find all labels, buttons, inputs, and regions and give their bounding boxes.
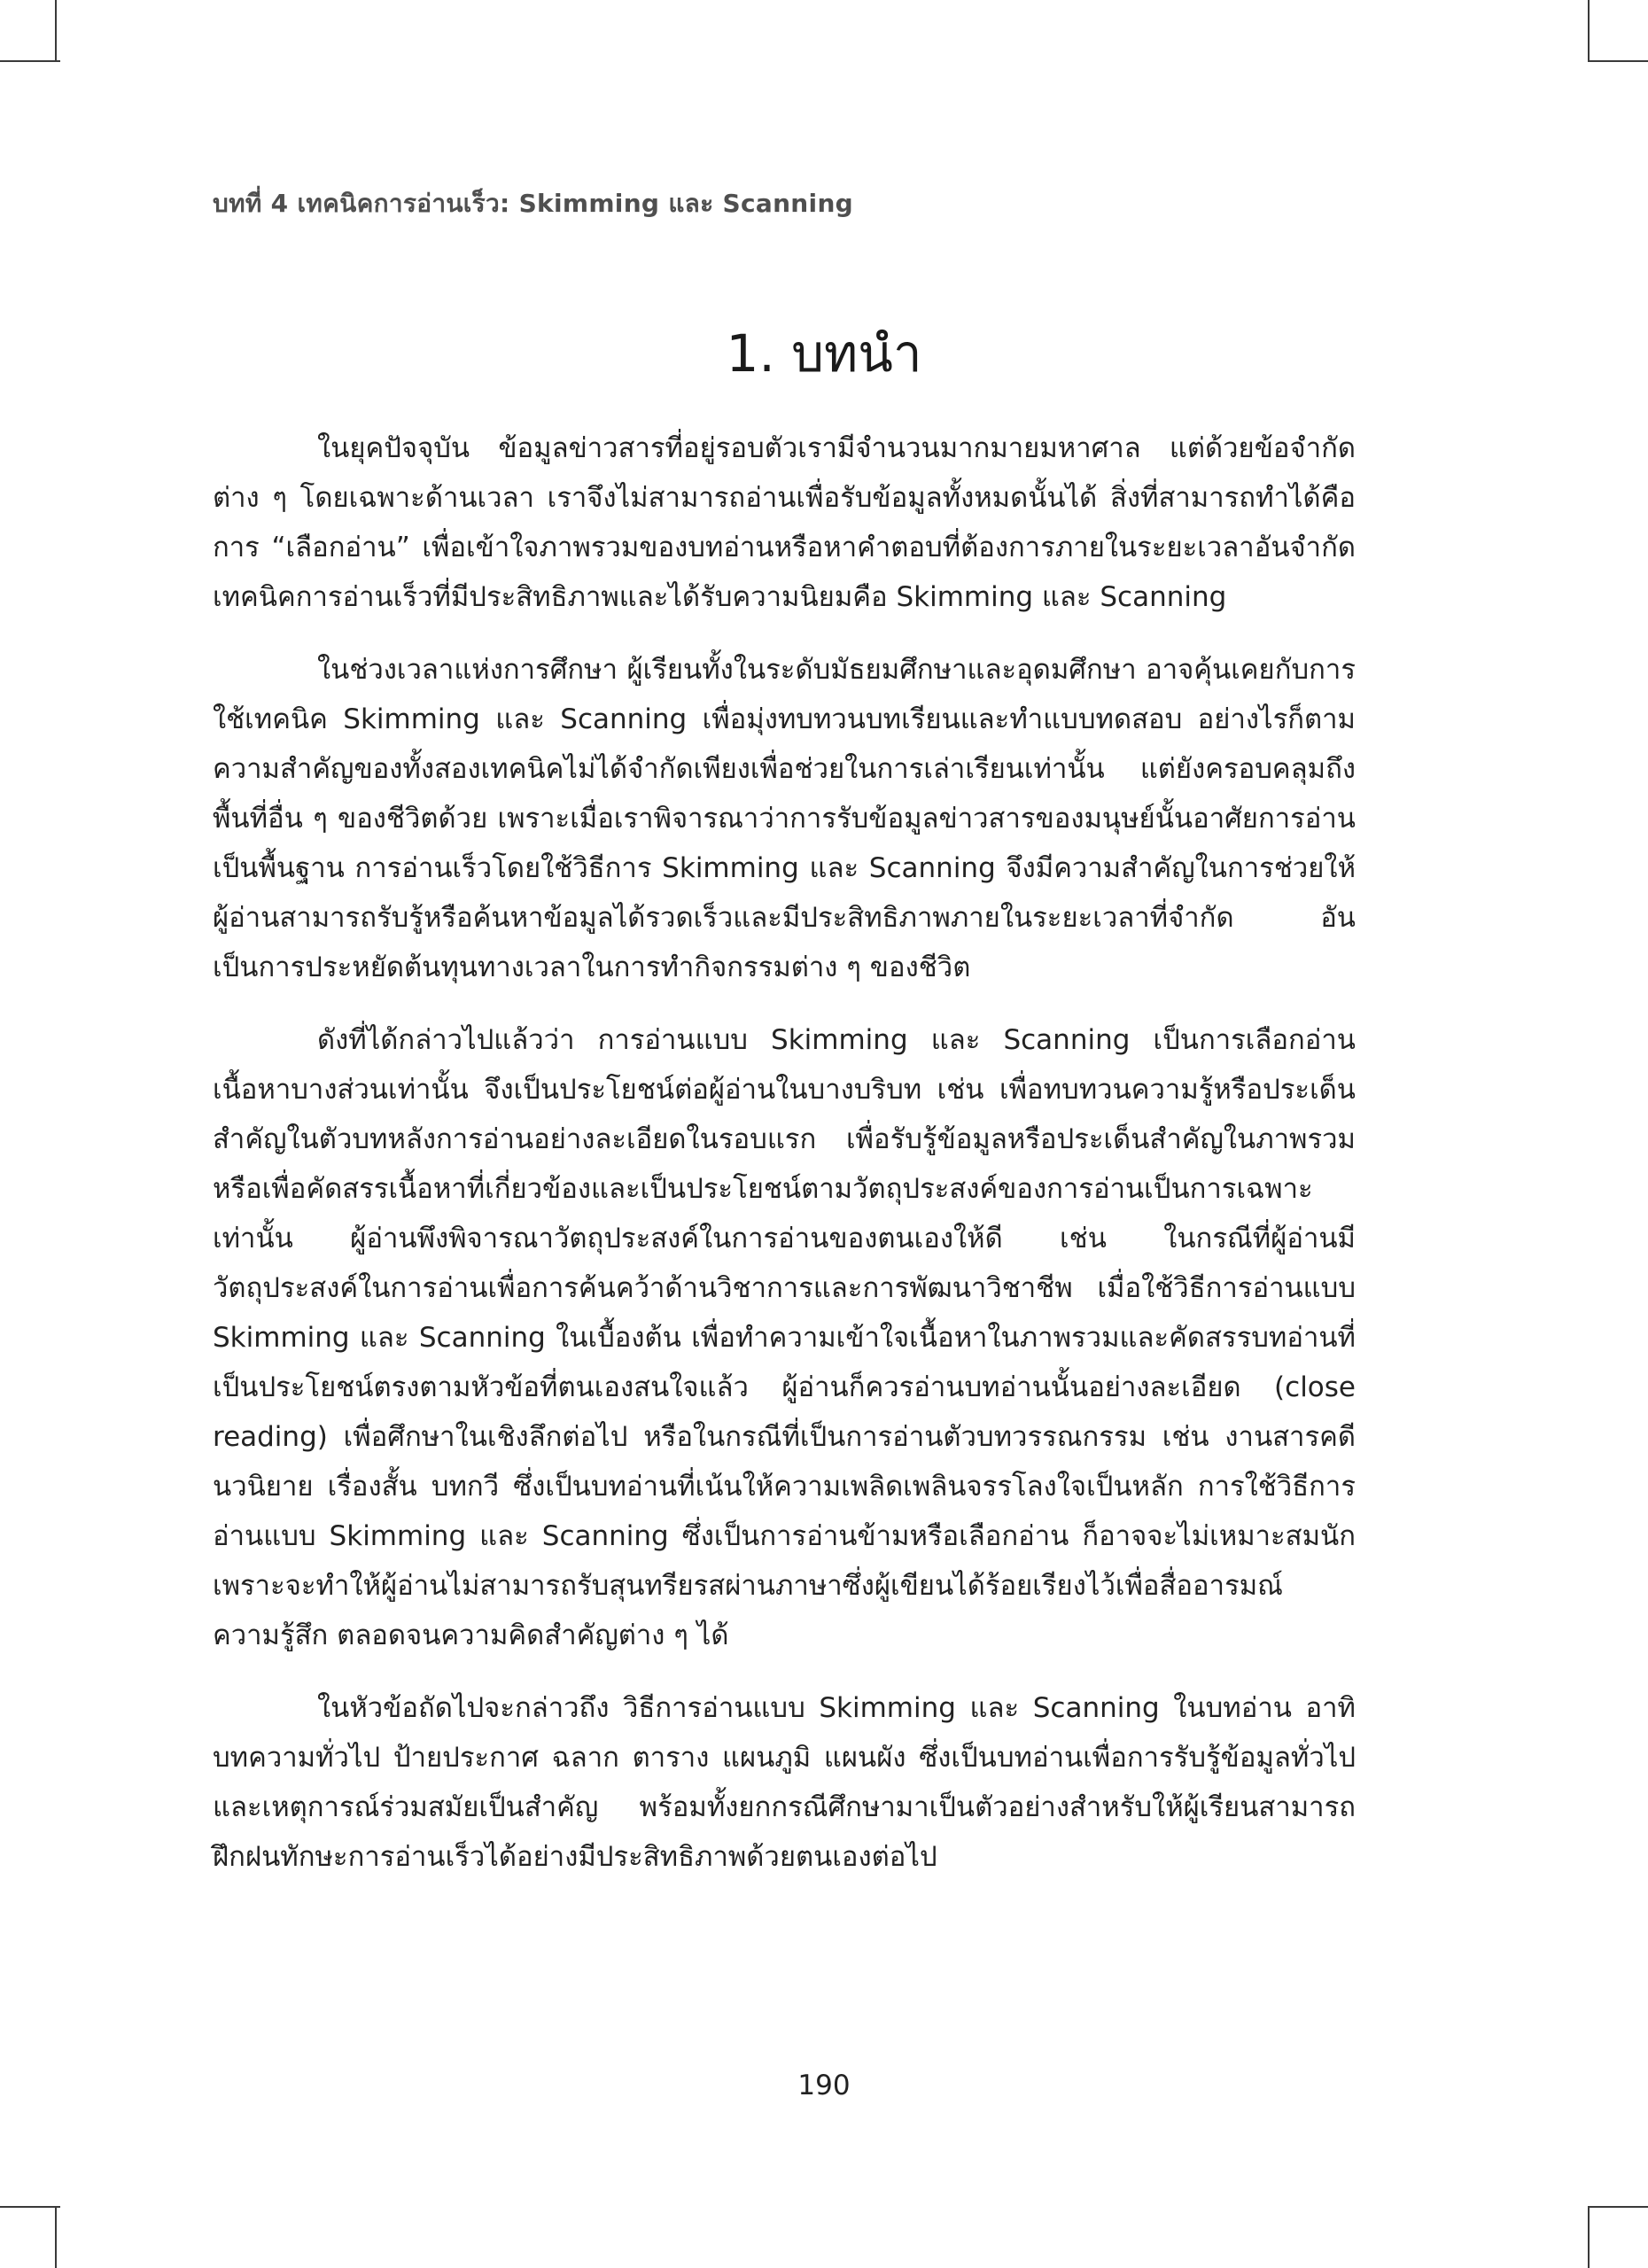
paragraph: ในช่วงเวลาแห่งการศึกษา ผู้เรียนทั้งในระดับมัธยมศึกษาและอุดมศึกษา อาจคุ้นเคยกับการใช้เทคนิค Skimming และ Scanning เพื่อมุ่งทบทวนบทเรียนและทำแบบทดสอบ อย่างไรก็ตามความสำคัญของทั้งสองเทคนิคไม่ได้จำกัดเพียงเพื่อช่วยในการเล่าเรียนเท่านั้น แต่ยังครอบคลุมถึงพื้นที่อื่น ๆ ของชีวิตด้วย เพราะเมื่อเราพิจารณาว่าการรับข้อมูลข่าวสารของมนุษย์นั้นอาศัยการอ่านเป็นพื้นฐาน การอ่านเร็วโดยใช้วิธีการ Skimming และ Scanning จึงมีความสำคัญในการช่วยให้ผู้อ่านสามารถรับรู้หรือค้นหาข้อมูลได้รวดเร็วและมีประสิทธิภาพภายในระยะเวลาที่จำกัด อันเป็นการประหยัดต้นทุนทางเวลาในการทำกิจกรรมต่าง ๆ ของชีวิต [213,654,1356,983]
running-head: บทที่ 4 เทคนิคการอ่านเร็ว: Skimming และ Scanning [213,189,854,218]
paragraph: ในยุคปัจจุบัน ข้อมูลข่าวสารที่อยู่รอบตัวเรามีจำนวนมากมายมหาศาล แต่ด้วยข้อจำกัดต่าง ๆ โดยเฉพาะด้านเวลา เราจึงไม่สามารถอ่านเพื่อรับข้อมูลทั้งหมดนั้นได้ สิ่งที่สามารถทำได้คือการ “เลือกอ่าน” เพื่อเข้าใจภาพรวมของบทอ่านหรือหาคำตอบที่ต้องการภายในระยะเวลาอันจำกัด เทคนิคการอ่านเร็วที่มีประสิทธิภาพและได้รับความนิยมคือ Skimming และ Scanning [213,432,1356,613]
crop-mark-bottom-left-vertical [55,2208,57,2268]
crop-mark-top-left-vertical [55,0,57,60]
body-text [213,423,1356,1905]
crop-mark-top-right-vertical [1588,0,1590,60]
crop-mark-top-left-horizontal [0,60,60,62]
crop-mark-bottom-left-horizontal [0,2206,60,2208]
section-title: 1. บทนำ [726,323,922,384]
page-number: 190 [797,2070,851,2101]
crop-mark-bottom-right-horizontal [1588,2206,1648,2208]
paragraph: ดังที่ได้กล่าวไปแล้วว่า การอ่านแบบ Skimming และ Scanning เป็นการเลือกอ่านเนื้อหาบางส่วนเท่านั้น จึงเป็นประโยชน์ต่อผู้อ่านในบางบริบท เช่น เพื่อทบทวนความรู้หรือประเด็นสำคัญในตัวบทหลังการอ่านอย่างละเอียดในรอบแรก เพื่อรับรู้ข้อมูลหรือประเด็นสำคัญในภาพรวม หรือเพื่อคัดสรรเนื้อหาที่เกี่ยวข้องและเป็นประโยชน์ตามวัตถุประสงค์ของการอ่านเป็นการเฉพาะเท่านั้น ผู้อ่านพึงพิจารณาวัตถุประสงค์ในการอ่านของตนเองให้ดี เช่น ในกรณีที่ผู้อ่านมีวัตถุประสงค์ในการอ่านเพื่อการค้นคว้าด้านวิชาการและการพัฒนาวิชาชีพ เมื่อใช้วิธีการอ่านแบบ Skimming และ Scanning ในเบื้องต้น เพื่อทำความเข้าใจเนื้อหาในภาพรวมและคัดสรรบทอ่านที่เป็นประโยชน์ตรงตามหัวข้อที่ตนเองสนใจแล้ว ผู้อ่านก็ควรอ่านบทอ่านนั้นอย่างละเอียด (close reading) เพื่อศึกษาในเชิงลึกต่อไป หรือในกรณีที่เป็นการอ่านตัวบทวรรณกรรม เช่น งานสารคดี นวนิยาย เรื่องสั้น บทกวี ซึ่งเป็นบทอ่านที่เน้นให้ความเพลิดเพลินจรรโลงใจเป็นหลัก การใช้วิธีการอ่านแบบ Skimming และ Scanning ซึ่งเป็นการอ่านข้ามหรือเลือกอ่าน ก็อาจจะไม่เหมาะสมนัก เพราะจะทำให้ผู้อ่านไม่สามารถรับสุนทรียรสผ่านภาษาซึ่งผู้เขียนได้ร้อยเรียงไว้เพื่อสื่ออารมณ์ ความรู้สึก ตลอดจนความคิดสำคัญต่าง ๆ ได้ [213,1024,1356,1651]
crop-mark-bottom-right-vertical [1588,2208,1590,2268]
crop-mark-top-right-horizontal [1588,60,1648,62]
paragraph: ในหัวข้อถัดไปจะกล่าวถึง วิธีการอ่านแบบ Skimming และ Scanning ในบทอ่าน อาทิ บทความทั่วไป ป้ายประกาศ ฉลาก ตาราง แผนภูมิ แผนผัง ซึ่งเป็นบทอ่านเพื่อการรับรู้ข้อมูลทั่วไปและเหตุการณ์ร่วมสมัยเป็นสำคัญ พร้อมทั้งยกกรณีศึกษามาเป็นตัวอย่างสำหรับให้ผู้เรียนสามารถฝึกฝนทักษะการอ่านเร็วได้อย่างมีประสิทธิภาพด้วยตนเองต่อไป [213,1692,1356,1873]
